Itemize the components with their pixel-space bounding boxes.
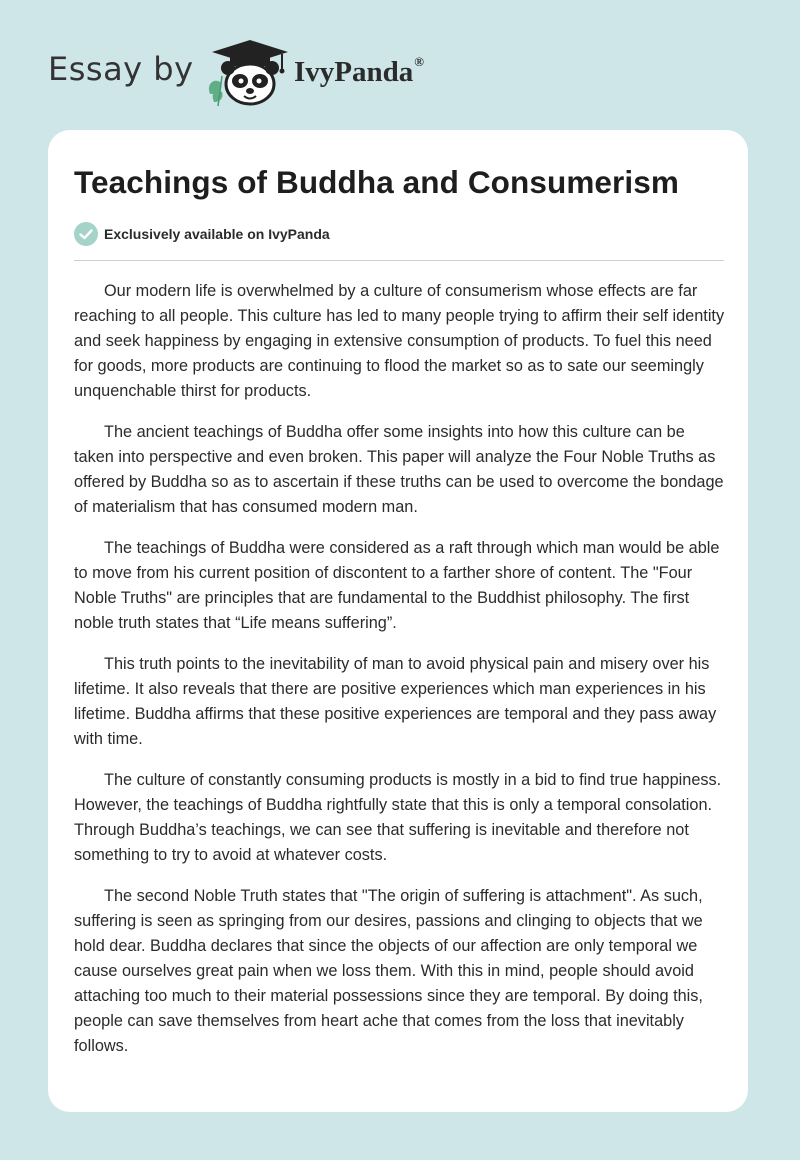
brand-name-text: IvyPanda	[294, 56, 414, 88]
title-divider	[74, 260, 724, 261]
paragraph: The culture of constantly consuming products is mostly in a bid to find true happiness. However, the teachings of Buddha rightfully state that this is only a temporal consolation. Through Buddha’s teachings, we can see that suffering is inevitable and therefore not something to try to avoid at whatever costs.	[74, 771, 722, 864]
essay-body	[74, 279, 726, 1075]
brand-name[interactable]	[294, 56, 424, 89]
registered-mark: ®	[414, 54, 424, 69]
essay-title: Teachings of Buddha and Consumerism	[74, 164, 679, 200]
paragraph: This truth points to the inevitability of man to avoid physical pain and misery over his lifetime. It also reveals that there are positive experiences which man experiences in his lifetime. Buddha affirms that these positive experiences are temporal and they pass away with time.	[74, 655, 717, 748]
paragraph: Our modern life is overwhelmed by a culture of consumerism whose effects are far reaching to all people. This culture has led to many people trying to affirm their self identity and seek happiness by engaging in extensive consumption of products. To fuel this need for goods, more products are continuing to flood the market so as to sate our seemingly unquenchable thirst for products.	[74, 282, 725, 400]
check-circle-icon	[74, 222, 98, 246]
essay-card	[48, 130, 748, 1112]
site-header	[48, 36, 748, 108]
panda-logo-icon[interactable]	[200, 36, 296, 108]
paragraph: The teachings of Buddha were considered as a raft through which man would be able to move from his current position of discontent to a farther shore of content. The "Four Noble Truths" are principles that are fundamental to the Buddhist philosophy. The first noble truth states that “Life means suffering”.	[74, 539, 720, 632]
exclusive-badge-label: Exclusively available on IvyPanda	[104, 226, 330, 242]
paragraph: The ancient teachings of Buddha offer some insights into how this culture can be taken into perspective and even broken. This paper will analyze the Four Noble Truths as offered by Buddha so as to ascertain if these truths can be used to overcome the bondage of materialism that has consumed modern man.	[74, 423, 724, 516]
brand-prefix: Essay by	[48, 50, 194, 88]
paragraph: The second Noble Truth states that "The origin of suffering is attachment". As such, suffering is seen as springing from our desires, passions and clinging to objects that we hold dear. Buddha declares that since the objects of our affection are only temporal we cause ourselves great pain when we loss them. With this in mind, people should avoid attaching too much to their material possessions since they are temporal. By doing this, people can save themselves from heart ache that comes from the loss that inevitably follows.	[74, 887, 703, 1055]
